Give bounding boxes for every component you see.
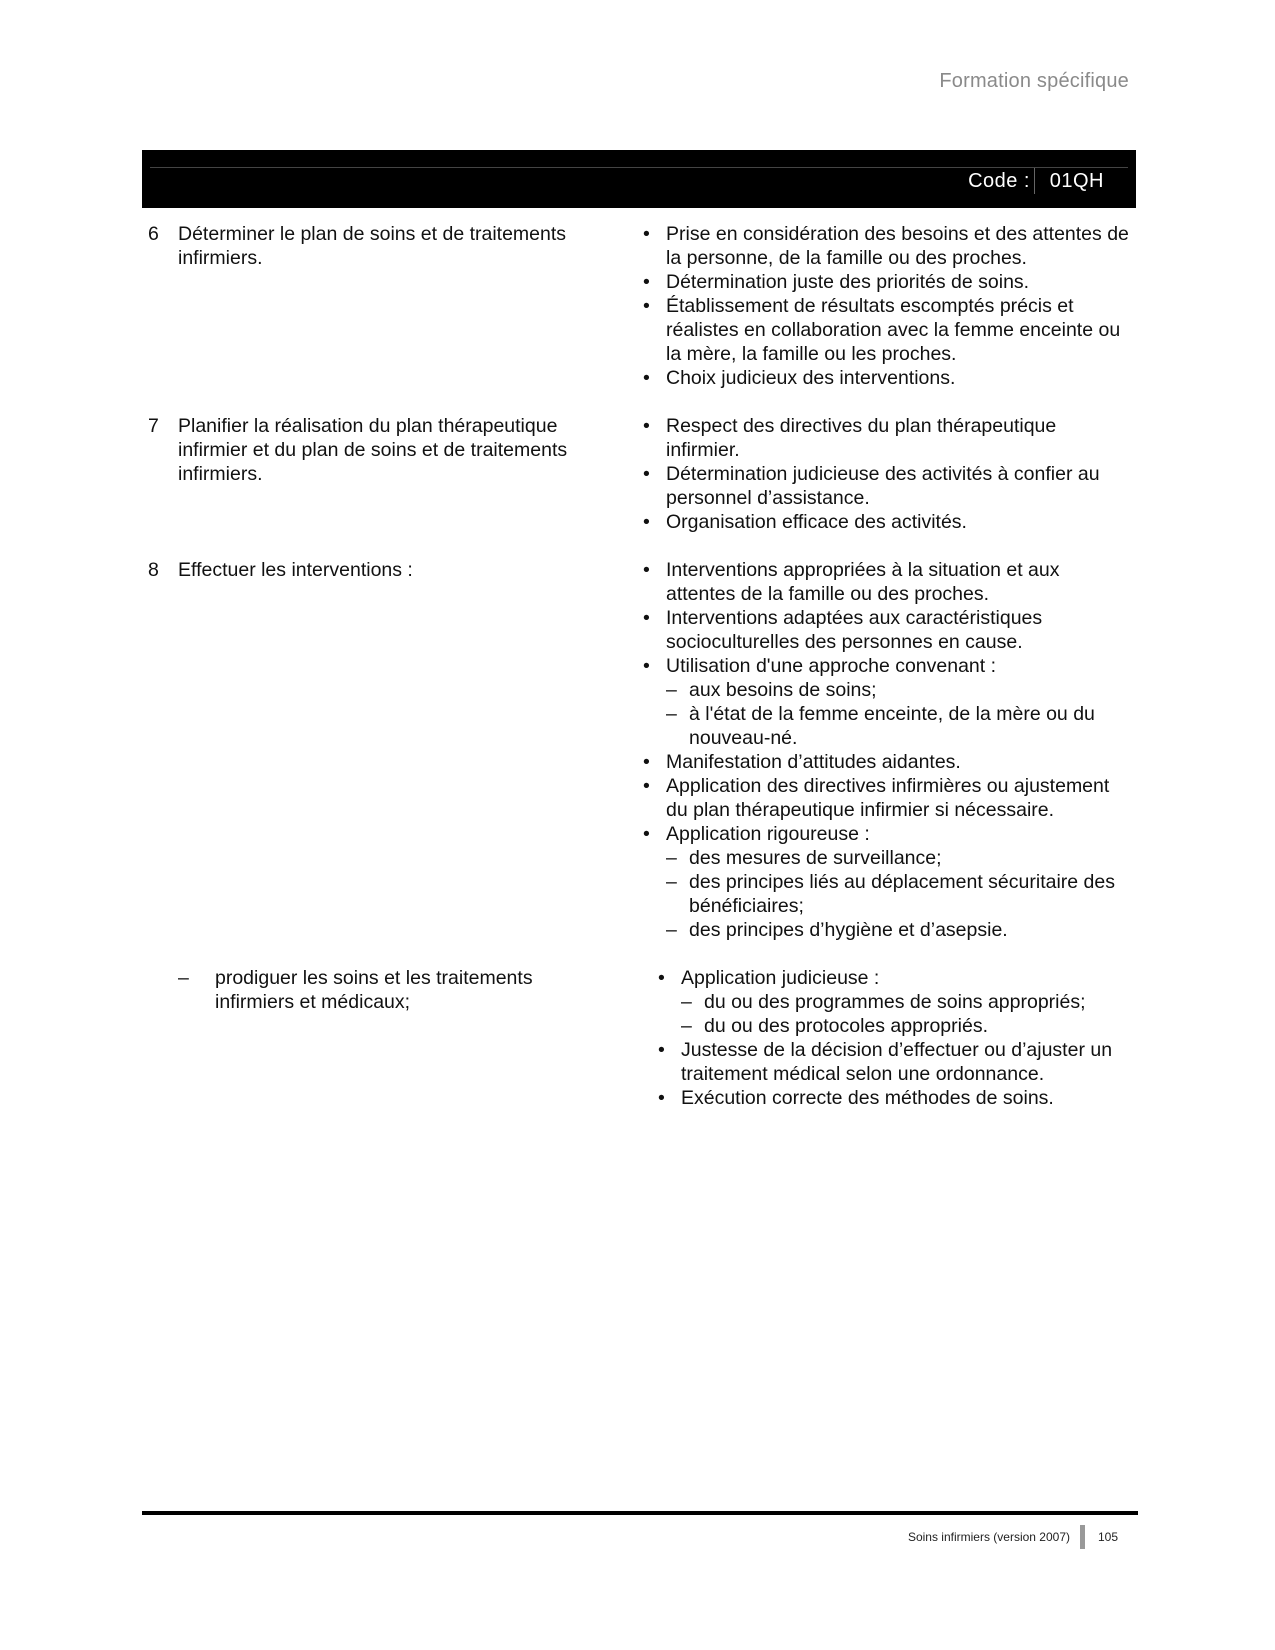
- code-label: Code :: [968, 170, 1030, 192]
- criterion-text: Organisation efficace des activités.: [666, 511, 967, 533]
- sub-list: [666, 846, 1134, 942]
- bullet-icon: •: [657, 967, 665, 989]
- sub-item-text: à l'état de la femme enceinte, de la mère ou du nouveau-né.: [689, 703, 1095, 749]
- criterion-text: Utilisation d'une approche convenant :: [666, 655, 997, 677]
- footer-separator: [1080, 1525, 1085, 1549]
- dash-icon: –: [666, 703, 677, 725]
- criterion-text: Établissement de résultats escomptés précis et réalistes en collaboration avec la femme enceinte ou la mère, la famille ou les proches.: [666, 295, 1121, 365]
- code-separator: [1034, 168, 1035, 194]
- sub-item-text: du ou des protocoles appropriés.: [703, 1015, 988, 1037]
- dash-icon: –: [666, 679, 677, 701]
- criterion-text: Prise en considération des besoins et des attentes de la personne, de la famille ou des proches.: [666, 223, 1129, 269]
- element-number: 8: [148, 559, 159, 581]
- criteria-row: [148, 222, 1134, 390]
- criterion-body: [666, 606, 1134, 654]
- criterion-item: [642, 366, 1134, 390]
- sub-item: [666, 918, 1134, 942]
- sub-item: [666, 870, 1134, 918]
- criterion-body: [666, 222, 1134, 270]
- bullet-icon: •: [643, 655, 650, 677]
- dash-icon: –: [666, 919, 677, 941]
- criterion-text: Justesse de la décision d’effectuer ou d’ajuster un traitement médical selon une ordonnance.: [680, 1039, 1113, 1085]
- criterion-item: [642, 774, 1134, 822]
- bullet-icon: •: [643, 511, 650, 533]
- sub-item-text: aux besoins de soins;: [689, 679, 877, 701]
- sub-item: [681, 1014, 1134, 1038]
- sub-list: [681, 990, 1134, 1038]
- competency-table: [148, 222, 1134, 1134]
- bullet-icon: •: [643, 415, 650, 437]
- bullet-icon: •: [643, 607, 650, 629]
- criteria-list: [657, 966, 1134, 1110]
- footer-rule: [142, 1511, 1138, 1515]
- element-text: Déterminer le plan de soins et de traitements infirmiers.: [178, 223, 567, 269]
- element-cell: [148, 222, 642, 390]
- criteria-cell: [657, 966, 1134, 1110]
- code-value: 01QH: [1049, 170, 1104, 192]
- criterion-text: Détermination judicieuse des activités à confier au personnel d’assistance.: [666, 463, 1100, 509]
- criterion-text: Exécution correcte des méthodes de soins.: [680, 1087, 1054, 1109]
- criterion-body: [666, 510, 1134, 534]
- sub-item-text: des principes d’hygiène et d’asepsie.: [689, 919, 1008, 941]
- running-header: Formation spécifique: [939, 70, 1129, 92]
- criteria-cell: [642, 558, 1134, 942]
- sub-item: [666, 678, 1134, 702]
- criterion-body: [666, 558, 1134, 606]
- criteria-list: [642, 414, 1134, 534]
- element-cell: [148, 966, 657, 1110]
- code-bar-rule: [150, 167, 1128, 168]
- bullet-icon: •: [643, 271, 650, 293]
- criterion-item: [642, 462, 1134, 510]
- criterion-body: [666, 414, 1134, 462]
- criteria-list: [642, 558, 1134, 942]
- dash-icon: –: [666, 871, 677, 893]
- footer-title: Soins infirmiers (version 2007): [907, 1530, 1070, 1544]
- bullet-icon: •: [643, 295, 650, 317]
- bullet-icon: •: [643, 823, 650, 845]
- element-cell: [148, 414, 642, 534]
- criterion-body: [666, 294, 1134, 366]
- criteria-row: [148, 558, 1134, 942]
- criterion-item: [642, 270, 1134, 294]
- criterion-text: Détermination juste des priorités de soins.: [666, 271, 1030, 293]
- criterion-body: [681, 1038, 1134, 1086]
- dash-icon: –: [666, 847, 677, 869]
- bullet-icon: •: [657, 1087, 665, 1109]
- bullet-icon: •: [643, 223, 650, 245]
- element-text: Planifier la réalisation du plan thérapeutique infirmier et du plan de soins et de traitements infirmiers.: [178, 415, 568, 485]
- criterion-item: [657, 966, 1134, 1038]
- page-number: 105: [1098, 1530, 1119, 1544]
- criterion-item: [642, 294, 1134, 366]
- criterion-body: [666, 462, 1134, 510]
- criterion-body: [666, 750, 1134, 774]
- dash-icon: –: [680, 1015, 692, 1037]
- element-cell: [148, 558, 642, 942]
- criteria-row: [148, 414, 1134, 534]
- criterion-text: Interventions adaptées aux caractéristiques socioculturelles des personnes en cause.: [666, 607, 1043, 653]
- criterion-body: [681, 966, 1134, 1038]
- criterion-item: [642, 654, 1134, 750]
- sub-item-text: des principes liés au déplacement sécuritaire des bénéficiaires;: [689, 871, 1115, 917]
- criterion-text: Interventions appropriées à la situation et aux attentes de la famille ou des proches.: [666, 559, 1060, 605]
- criterion-item: [657, 1038, 1134, 1086]
- element-text: Effectuer les interventions :: [178, 559, 413, 581]
- criterion-body: [666, 270, 1134, 294]
- criterion-text: Application judicieuse :: [680, 967, 880, 989]
- criterion-text: Choix judicieux des interventions.: [666, 367, 956, 389]
- criteria-list: [642, 222, 1134, 390]
- element-dash: –: [178, 967, 189, 989]
- code-bar: [142, 150, 1136, 208]
- sub-item: [666, 846, 1134, 870]
- criterion-item: [642, 222, 1134, 270]
- criterion-text: Manifestation d’attitudes aidantes.: [666, 751, 961, 773]
- bullet-icon: •: [643, 751, 650, 773]
- bullet-icon: •: [643, 463, 650, 485]
- sub-item: [681, 990, 1134, 1014]
- bullet-icon: •: [657, 1039, 665, 1061]
- sub-item: [666, 702, 1134, 750]
- criterion-body: [666, 366, 1134, 390]
- element-text: prodiguer les soins et les traitements infirmiers et médicaux;: [215, 967, 533, 1013]
- criterion-item: [642, 510, 1134, 534]
- criteria-cell: [642, 414, 1134, 534]
- criterion-body: [666, 822, 1134, 942]
- criterion-body: [666, 774, 1134, 822]
- criterion-body: [681, 1086, 1134, 1110]
- criteria-cell: [642, 222, 1134, 390]
- criterion-text: Respect des directives du plan thérapeutique infirmier.: [666, 415, 1057, 461]
- criterion-body: [666, 654, 1134, 750]
- criteria-row: [148, 966, 1134, 1110]
- element-number: 6: [148, 223, 159, 245]
- bullet-icon: •: [643, 367, 650, 389]
- criterion-item: [642, 606, 1134, 654]
- criterion-text: Application des directives infirmières ou ajustement du plan thérapeutique infirmier si nécessaire.: [666, 775, 1110, 821]
- criterion-item: [642, 414, 1134, 462]
- criterion-item: [642, 750, 1134, 774]
- sub-item-text: du ou des programmes de soins appropriés;: [703, 991, 1086, 1013]
- bullet-icon: •: [643, 559, 650, 581]
- criterion-item: [642, 558, 1134, 606]
- criterion-text: Application rigoureuse :: [666, 823, 870, 845]
- dash-icon: –: [680, 991, 692, 1013]
- sub-list: [666, 678, 1134, 750]
- element-number: 7: [148, 415, 159, 437]
- criterion-item: [657, 1086, 1134, 1110]
- bullet-icon: •: [643, 775, 650, 797]
- criterion-item: [642, 822, 1134, 942]
- sub-item-text: des mesures de surveillance;: [689, 847, 942, 869]
